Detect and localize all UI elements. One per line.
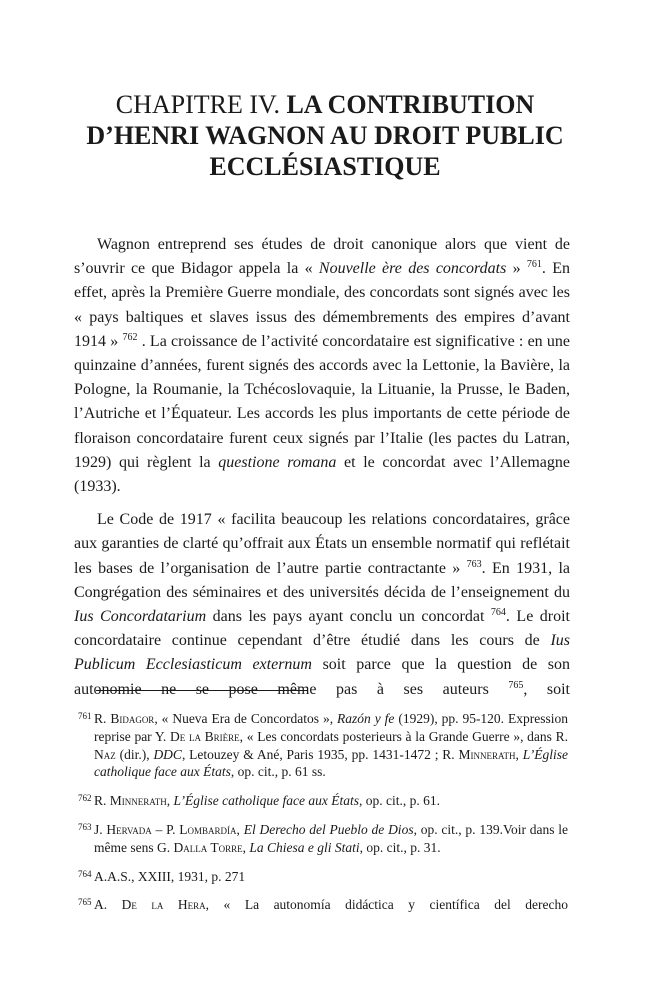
author-name: De la Brière: [169, 728, 240, 744]
author-name: Dalla Torre: [173, 839, 243, 855]
author-name: Hervada: [106, 821, 152, 837]
chapter-title-line-1: LA CONTRIBUTION: [286, 90, 535, 119]
text-run: , « Les concordats posterieurs à la Grande Guerre », dans R.: [239, 728, 568, 744]
italic-run: Ius Concordatarium: [74, 608, 207, 626]
chapter-title-line-2: D’HENRI WAGNON AU DROIT PUBLIC: [86, 121, 564, 150]
footnote-number: 761: [78, 711, 92, 721]
text-run: »: [506, 260, 527, 278]
text-run: . En 1931, la Congrégation des séminaires et des universités décida de l’enseignement du: [74, 559, 570, 601]
text-run: , « La autonomía didáctica y científica del derecho: [205, 897, 568, 913]
text-run: A.: [94, 897, 122, 913]
text-run: . La croissance de l’activité concordataire est significative : en une quinzaine d’années, furent signés des accords avec la Lettonie, la Bavière, la Pologne, la Roumanie, la Tchécoslovaquie, la Lituanie, la Prusse, le Baden, l’Autriche et l’Équateur. Les accords les plus importants de cette période de floraison concordataire furent ceux signés par l’Italie (les pactes du Latran, 1929) qui règlent la: [74, 332, 571, 471]
italic-run: L’Église catholique face aux États: [94, 746, 568, 780]
author-name: Bidagor: [110, 711, 155, 726]
author-name: Lombardía: [179, 821, 237, 837]
footnote-764: [78, 868, 568, 886]
author-name: De la Hera: [121, 897, 206, 913]
italic-run: Nouvelle ère des concordats: [318, 260, 507, 278]
italic-run: La Chiesa e gli Stati: [249, 839, 360, 855]
text-run: , Letouzey & Ané, Paris 1935, pp. 1431-1472 ; R.: [181, 746, 459, 762]
footnote-763: [78, 821, 568, 857]
text-run: Le Code de 1917 « facilita beaucoup les relations concordataires, grâce aux garanties de clarté qu’offrait aux États un ensemble normatif qui reflétait les bases de l’organisation de l’autre partie contractante »: [74, 511, 570, 577]
paragraph-1: [74, 233, 570, 499]
footnote-number: 764: [78, 868, 92, 879]
author-name: Naz: [94, 746, 116, 762]
footnote-reference[interactable]: 762: [122, 331, 138, 343]
footnote-number: 762: [78, 793, 92, 804]
author-name: Minnerath: [109, 793, 167, 809]
body-text: [74, 233, 570, 702]
text-run: Wagnon entreprend ses études de droit canonique alors que vient de s’ouvrir ce que Bidagor appela la «: [74, 236, 570, 278]
footnote-reference[interactable]: 763: [466, 558, 482, 570]
chapter-title: [60, 89, 590, 182]
chapter-title-line-3: ECCLÉSIASTIQUE: [209, 152, 441, 181]
footnote-reference[interactable]: 765: [508, 679, 524, 691]
text-run: ,: [166, 793, 174, 809]
chapter-label: CHAPITRE IV.: [115, 90, 280, 119]
text-run: , « Nueva Era de Concordatos »,: [154, 711, 338, 726]
text-run: J.: [94, 821, 107, 837]
italic-run: Razón y fe: [337, 711, 395, 726]
footnote-reference[interactable]: 761: [526, 259, 542, 271]
text-run: R.: [94, 711, 111, 726]
footnote-number: 765: [78, 897, 92, 908]
text-run: soit parce que la question de son autonomie ne se pose même pas à ses auteurs: [74, 656, 570, 698]
text-run: – P.: [151, 821, 180, 837]
text-run: (1929), pp. 95-120. Expression reprise par Y.: [94, 711, 568, 744]
italic-run: El Derecho del Pueblo de Dios: [243, 821, 414, 837]
italic-run: questione romana: [218, 453, 337, 471]
text-run: . En effet, après la Première Guerre mondiale, des concordats sont signés avec les « pays baltiques et slaves issus des démembrements des empires d’avant 1914 »: [74, 260, 570, 350]
footnote-reference[interactable]: 764: [490, 607, 506, 619]
text-run: A.A.S., XXIII, 1931, p. 271: [94, 868, 246, 884]
text-run: R.: [94, 793, 110, 809]
text-run: dans les pays ayant conclu un concordat: [206, 608, 491, 626]
footnote-761: [78, 710, 568, 781]
footnote-number: 763: [78, 821, 92, 832]
text-run: . Le droit concordataire continue cependant d’être étudié dans les cours de: [74, 608, 571, 650]
text-run: , op. cit., p. 139.Voir dans le même sens G.: [94, 821, 569, 855]
text-run: ,: [515, 746, 523, 762]
italic-run: L’Église catholique face aux États: [173, 793, 359, 809]
italic-run: Ius Publicum Ecclesiasticum externum: [74, 632, 570, 674]
paragraph-2: [74, 508, 570, 702]
footnote-divider: [96, 690, 308, 691]
text-run: , op. cit., p. 61 ss.: [230, 764, 326, 780]
text-run: , op. cit., p. 31.: [359, 839, 441, 855]
text-run: (dir.),: [115, 746, 154, 762]
author-name: Minnerath: [458, 746, 516, 762]
text-run: ,: [236, 821, 244, 837]
italic-run: DDC: [153, 746, 182, 762]
text-run: , op. cit., p. 61.: [358, 793, 440, 809]
text-run: et le concordat avec l’Allemagne (1933).: [74, 453, 570, 496]
footnote-765: [78, 896, 568, 914]
text-run: , soit: [523, 680, 571, 698]
footnote-762: [78, 792, 568, 810]
text-run: ,: [242, 839, 250, 855]
footnotes: [78, 710, 568, 925]
